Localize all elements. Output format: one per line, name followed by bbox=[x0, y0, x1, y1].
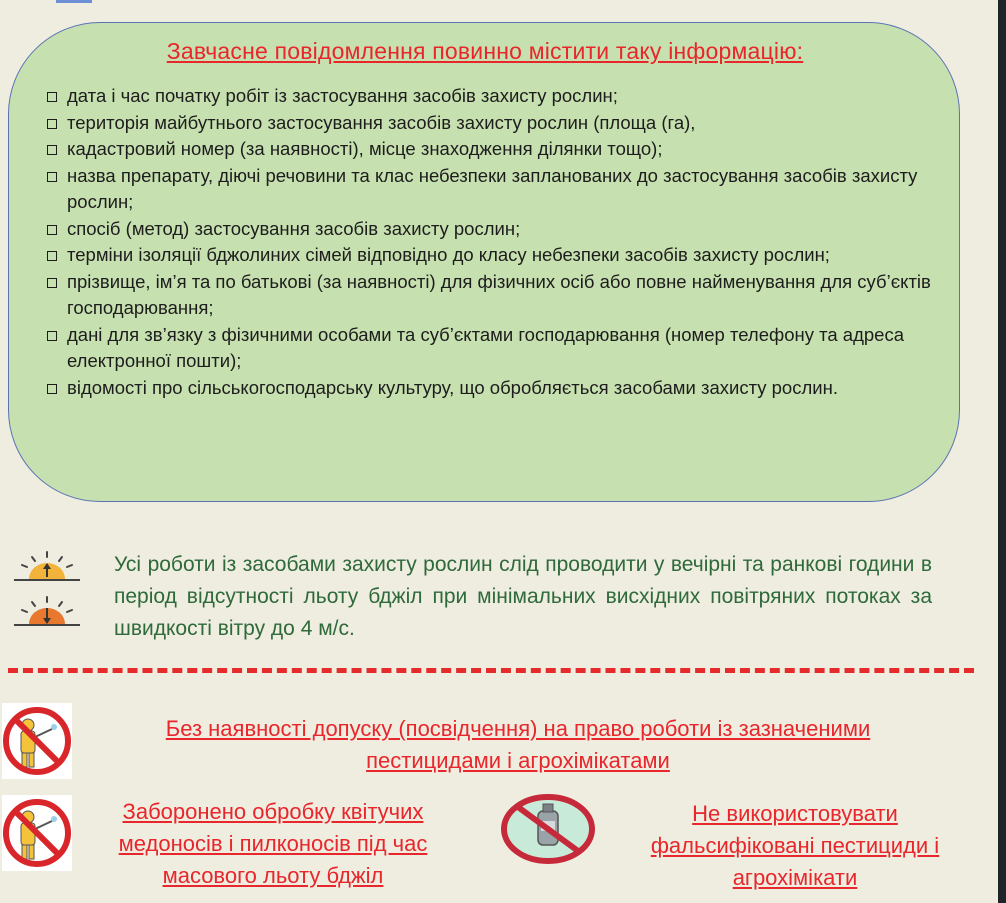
top-decor-mark bbox=[56, 0, 92, 3]
warning-counterfeit-pesticides: Не використовувати фальсифіковані пестициди і агрохімікати bbox=[650, 801, 940, 890]
notice-title: Завчасне повідомлення повинно містити таку інформацію: bbox=[166, 38, 804, 64]
notice-item: назва препарату, діючі речовини та клас небезпеки запланованих до застосування засобів захисту рослин; bbox=[45, 163, 935, 216]
timing-note: Усі роботи із засобами захисту рослин слід проводити у вечірні та ранкові години в період відсутності льоту бджіл при мінімальних висхідних повітряних потоках за швидкості вітру до 4 м/с. bbox=[114, 553, 932, 640]
no-sprayer-prohibition-icon bbox=[2, 795, 72, 871]
no-pesticide-canister-icon bbox=[500, 793, 596, 865]
sunrise-arrow-up-icon bbox=[10, 549, 84, 589]
no-sprayer-prohibition-icon bbox=[2, 703, 72, 779]
window-edge bbox=[998, 0, 1006, 903]
warning-no-permit: Без наявності допуску (посвідчення) на право роботи із зазначеними пестицидами і агрохімікатами bbox=[165, 716, 871, 773]
notice-list bbox=[45, 83, 935, 401]
notice-item: спосіб (метод) застосування засобів захисту рослин; bbox=[45, 216, 935, 243]
notice-item: прізвище, ім’я та по батькові (за наявності) для фізичних осіб або повне найменування для суб’єктів господарювання; bbox=[45, 269, 935, 322]
sunset-arrow-down-icon bbox=[10, 594, 84, 634]
notice-box bbox=[8, 22, 960, 502]
section-divider bbox=[8, 668, 974, 673]
notice-item: територія майбутнього застосування засобів захисту рослин (площа (га), bbox=[45, 110, 935, 137]
notice-item: дані для зв’язку з фізичними особами та суб’єктами господарювання (номер телефону та адреса електронної пошти); bbox=[45, 322, 935, 375]
warning-flowering-plants: Заборонено обробку квітучих медоносів і пилконосів під час масового льоту бджіл bbox=[118, 799, 428, 888]
notice-item: терміни ізоляції бджолиних сімей відповідно до класу небезпеки засобів захисту рослин; bbox=[45, 242, 935, 269]
notice-item: кадастровий номер (за наявності), місце знаходження ділянки тощо); bbox=[45, 136, 935, 163]
notice-item: відомості про сільськогосподарську культуру, що обробляється засобами захисту рослин. bbox=[45, 375, 935, 402]
notice-item: дата і час початку робіт із застосування засобів захисту рослин; bbox=[45, 83, 935, 110]
